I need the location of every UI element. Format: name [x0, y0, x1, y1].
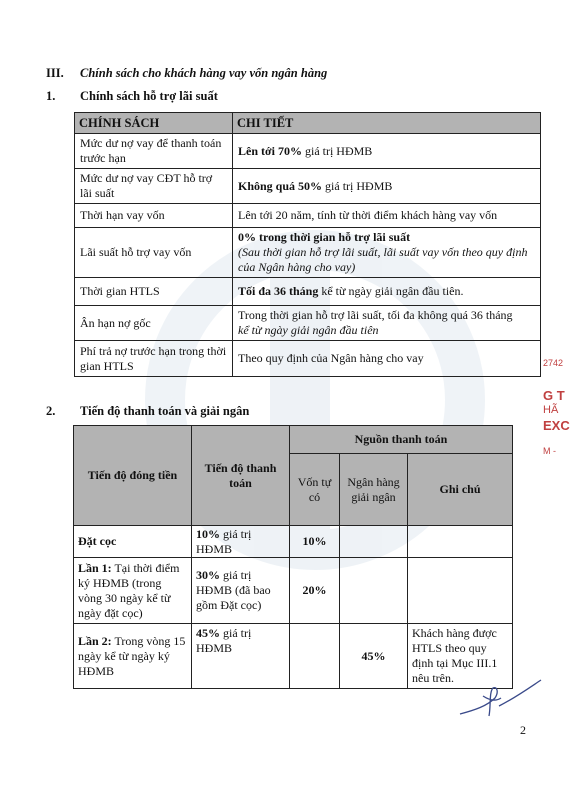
- table-row: [74, 624, 513, 689]
- progress-bold: 45%: [196, 626, 220, 640]
- stamp-fragment: M -: [543, 446, 556, 456]
- detail-bold: Lên tới 70%: [238, 143, 302, 158]
- progress-text: giá trị HĐMB: [196, 626, 252, 655]
- table-row: [75, 169, 541, 204]
- section-number: 2.: [46, 404, 56, 418]
- section-number: III.: [46, 66, 64, 80]
- table-row: [75, 306, 541, 341]
- table-row: [75, 278, 541, 306]
- signature-mark: [455, 676, 545, 726]
- table-row: [75, 134, 541, 169]
- own-cell: [290, 624, 340, 689]
- detail-cell: [233, 278, 541, 306]
- detail-cell: [233, 134, 541, 169]
- detail-text: kể từ ngày giải ngân đầu tiên.: [318, 284, 464, 298]
- stage-text: Trong vòng 15 ngày kể từ ngày ký HĐMB: [78, 633, 186, 678]
- detail-bold: 0% trong thời gian hỗ trợ lãi suất: [238, 230, 411, 244]
- header-detail: CHI TIẾT: [233, 113, 541, 134]
- progress-cell: [192, 624, 290, 689]
- section-title: Chính sách hỗ trợ lãi suất: [80, 89, 218, 103]
- stamp-fragment: EXC: [543, 418, 570, 433]
- detail-cell: [233, 169, 541, 204]
- stage-bold: Lần 1:: [78, 560, 112, 575]
- detail-bold: Không quá 50%: [238, 178, 323, 193]
- section-title: Tiến độ thanh toán và giải ngân: [80, 404, 250, 418]
- stage-cell: [74, 624, 192, 689]
- header-stage: Tiến độ đóng tiền: [74, 426, 192, 526]
- detail-cell: Lên tới 20 năm, tính từ thời điểm khách hàng vay vốn: [233, 204, 541, 228]
- section-title: Chính sách cho khách hàng vay vốn ngân hàng: [80, 66, 328, 80]
- note-cell: [408, 558, 513, 624]
- note-cell: Khách hàng được HTLS theo quy định tại Mục III.1 nêu trên.: [408, 624, 513, 689]
- stamp-fragment: G T: [543, 388, 565, 403]
- detail-text: giá trị HĐMB: [322, 178, 393, 193]
- detail-cell: [233, 306, 541, 341]
- payment-schedule-table: [73, 425, 513, 689]
- own-cell: 20%: [290, 558, 340, 624]
- stage-cell: [74, 526, 192, 558]
- table-row: [75, 228, 541, 278]
- policy-cell: Phí trả nợ trước hạn trong thời gian HTLS: [75, 341, 233, 377]
- progress-bold: 30%: [196, 568, 220, 582]
- progress-cell: [192, 526, 290, 558]
- bank-cell: [340, 526, 408, 558]
- detail-cell: Theo quy định của Ngân hàng cho vay: [233, 341, 541, 377]
- header-bank: Ngân hàng giải ngân: [340, 454, 408, 526]
- progress-cell: [192, 558, 290, 624]
- detail-text: Trong thời gian hỗ trợ lãi suất, tối đa không quá 36 tháng: [238, 308, 513, 322]
- section-number: 1.: [46, 89, 56, 103]
- stamp-fragment: 2742: [543, 358, 564, 368]
- bank-cell: [340, 558, 408, 624]
- header-own-capital: Vốn tự có: [290, 454, 340, 526]
- table-row: [75, 341, 541, 377]
- header-policy: CHÍNH SÁCH: [75, 113, 233, 134]
- policy-cell: Thời gian HTLS: [75, 278, 233, 306]
- policy-cell: Thời hạn vay vốn: [75, 204, 233, 228]
- policy-cell: Lãi suất hỗ trợ vay vốn: [75, 228, 233, 278]
- header-source: Nguồn thanh toán: [290, 426, 513, 454]
- policy-cell: Ân hạn nợ gốc: [75, 306, 233, 341]
- stage-bold: Đặt cọc: [78, 534, 117, 548]
- stamp-fragment: HÃ: [543, 404, 559, 416]
- detail-text: giá trị HĐMB: [301, 143, 373, 158]
- stage-bold: Lần 2:: [78, 633, 112, 648]
- detail-cell: [233, 228, 541, 278]
- detail-bold: Tối đa 36 tháng: [238, 284, 319, 298]
- table-row: [74, 558, 513, 624]
- detail-italic: (Sau thời gian hỗ trợ lãi suất, lãi suất vay vốn theo quy định của Ngân hàng cho vay): [238, 245, 528, 274]
- stage-cell: [74, 558, 192, 624]
- policy-cell: Mức dư nợ vay CĐT hỗ trợ lãi suất: [75, 169, 233, 204]
- progress-bold: 10%: [196, 526, 220, 541]
- bank-cell: 45%: [340, 624, 408, 689]
- progress-text: giá trị HĐMB: [196, 526, 252, 556]
- note-cell: [408, 526, 513, 558]
- table-header-row: [74, 426, 513, 454]
- detail-italic: kể từ ngày giải ngân đầu tiên: [238, 323, 379, 337]
- table-header-row: [75, 113, 541, 134]
- table-row: [74, 526, 513, 558]
- stage-text: Tại thời điểm ký HĐMB (trong vòng 30 ngày kể từ ngày đặt cọc): [78, 560, 180, 620]
- progress-text: giá trị HĐMB (đã bao gồm Đặt cọc): [196, 568, 271, 612]
- policy-cell: Mức dư nợ vay để thanh toán trước hạn: [75, 134, 233, 169]
- own-cell: 10%: [290, 526, 340, 558]
- header-progress: Tiến độ thanh toán: [192, 426, 290, 526]
- page-number: 2: [520, 723, 526, 737]
- header-note: Ghi chú: [408, 454, 513, 526]
- table-row: [75, 204, 541, 228]
- interest-support-table: [74, 112, 541, 377]
